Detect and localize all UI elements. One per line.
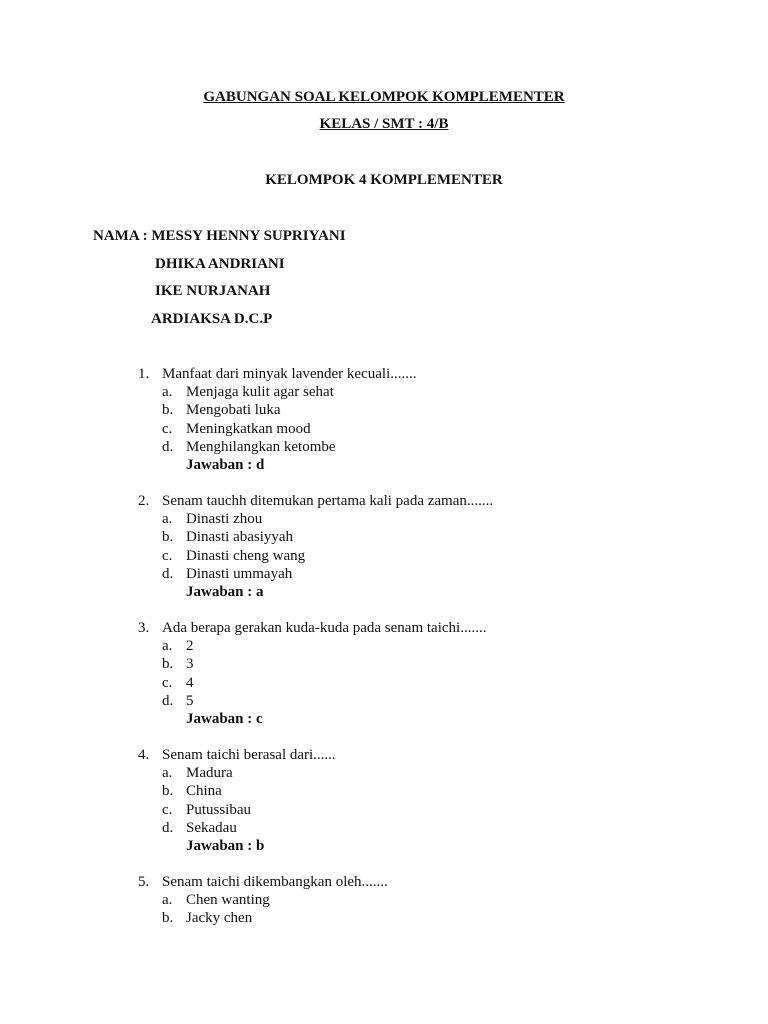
option-letter: a. [162, 765, 173, 782]
option-text: 2 [186, 638, 194, 655]
question-text: Senam tauchh ditemukan pertama kali pada zaman....... [162, 493, 494, 509]
option-text: Meningkatkan mood [186, 420, 311, 437]
option-text: Putussibau [186, 801, 252, 818]
member-line-1 [93, 227, 346, 245]
option-text: Menjaga kulit agar sehat [186, 384, 334, 401]
option-text: Madura [186, 765, 233, 782]
option-letter: d. [162, 438, 174, 455]
member-line-3 [155, 282, 270, 300]
option-letter: c. [162, 674, 173, 691]
option-letter: d. [162, 565, 174, 582]
question-stem [138, 619, 698, 637]
answer-key: Jawaban : a [186, 584, 264, 601]
option [138, 891, 698, 909]
option [138, 565, 698, 583]
question-text: Ada berapa gerakan kuda-kuda pada senam taichi....... [162, 620, 487, 636]
question-2 [138, 492, 698, 601]
question-stem [138, 746, 698, 764]
option-letter: b. [162, 656, 174, 673]
option-letter: a. [162, 511, 173, 528]
option-text: Jacky chen [186, 910, 253, 927]
option-text: Menghilangkan ketombe [186, 438, 336, 455]
option-text: Mengobati luka [186, 402, 281, 419]
member-line-4 [151, 310, 272, 328]
option-letter: b. [162, 529, 174, 546]
option-text: 3 [186, 656, 194, 673]
class-line: KELAS / SMT : 4/B [319, 116, 449, 132]
option [138, 909, 698, 927]
question-text: Senam taichi dikembangkan oleh....... [162, 874, 388, 890]
option [138, 692, 698, 710]
option-letter: b. [162, 402, 174, 419]
question-number: 4. [138, 747, 150, 763]
option-letter: a. [162, 892, 173, 909]
option-text: 4 [186, 674, 194, 691]
option-letter: c. [162, 420, 173, 437]
question-text: Senam taichi berasal dari...... [162, 747, 336, 763]
option-text: Sekadau [186, 819, 237, 836]
option [138, 637, 698, 655]
option-text: Dinasti zhou [186, 511, 263, 528]
option [138, 801, 698, 819]
question-4 [138, 746, 698, 855]
option [138, 401, 698, 419]
answer-key: Jawaban : b [186, 838, 265, 855]
question-number: 5. [138, 874, 150, 890]
option-text: China [186, 783, 222, 800]
question-number: 1. [138, 366, 150, 382]
option-text: Dinasti abasiyyah [186, 529, 294, 546]
option [138, 655, 698, 673]
option-letter: c. [162, 547, 173, 564]
name-label: NAMA : [93, 228, 152, 244]
option [138, 764, 698, 782]
answer-key: Jawaban : d [186, 457, 265, 474]
question-5 [138, 873, 698, 928]
question-3 [138, 619, 698, 728]
option-text: Chen wanting [186, 892, 270, 909]
option [138, 528, 698, 546]
option [138, 782, 698, 800]
option [138, 547, 698, 565]
option [138, 674, 698, 692]
option [138, 510, 698, 528]
question-text: Manfaat dari minyak lavender kecuali....... [162, 366, 417, 382]
option [138, 420, 698, 438]
question-number: 2. [138, 493, 150, 509]
option [138, 819, 698, 837]
question-stem [138, 492, 698, 510]
question-stem [138, 873, 698, 891]
option-text: Dinasti ummayah [186, 565, 293, 582]
option-letter: d. [162, 819, 174, 836]
option-letter: b. [162, 910, 174, 927]
group-heading: KELOMPOK 4 KOMPLEMENTER [265, 172, 503, 188]
option-letter: c. [162, 801, 173, 818]
question-stem [138, 365, 698, 383]
option-letter: a. [162, 384, 173, 401]
option-text: Dinasti cheng wang [186, 547, 306, 564]
option [138, 383, 698, 401]
member-name: ARDIAKSA D.C.P [151, 311, 273, 327]
member-name: IKE NURJANAH [155, 283, 271, 299]
question-number: 3. [138, 620, 150, 636]
option [138, 438, 698, 456]
question-1 [138, 365, 698, 474]
answer-key: Jawaban : c [186, 711, 263, 728]
option-text: 5 [186, 692, 194, 709]
document-title: GABUNGAN SOAL KELOMPOK KOMPLEMENTER [203, 89, 565, 105]
option-letter: d. [162, 692, 174, 709]
member-line-2 [155, 255, 285, 273]
member-name: DHIKA ANDRIANI [155, 256, 285, 272]
member-name: MESSY HENNY SUPRIYANI [151, 228, 346, 244]
option-letter: a. [162, 638, 173, 655]
option-letter: b. [162, 783, 174, 800]
